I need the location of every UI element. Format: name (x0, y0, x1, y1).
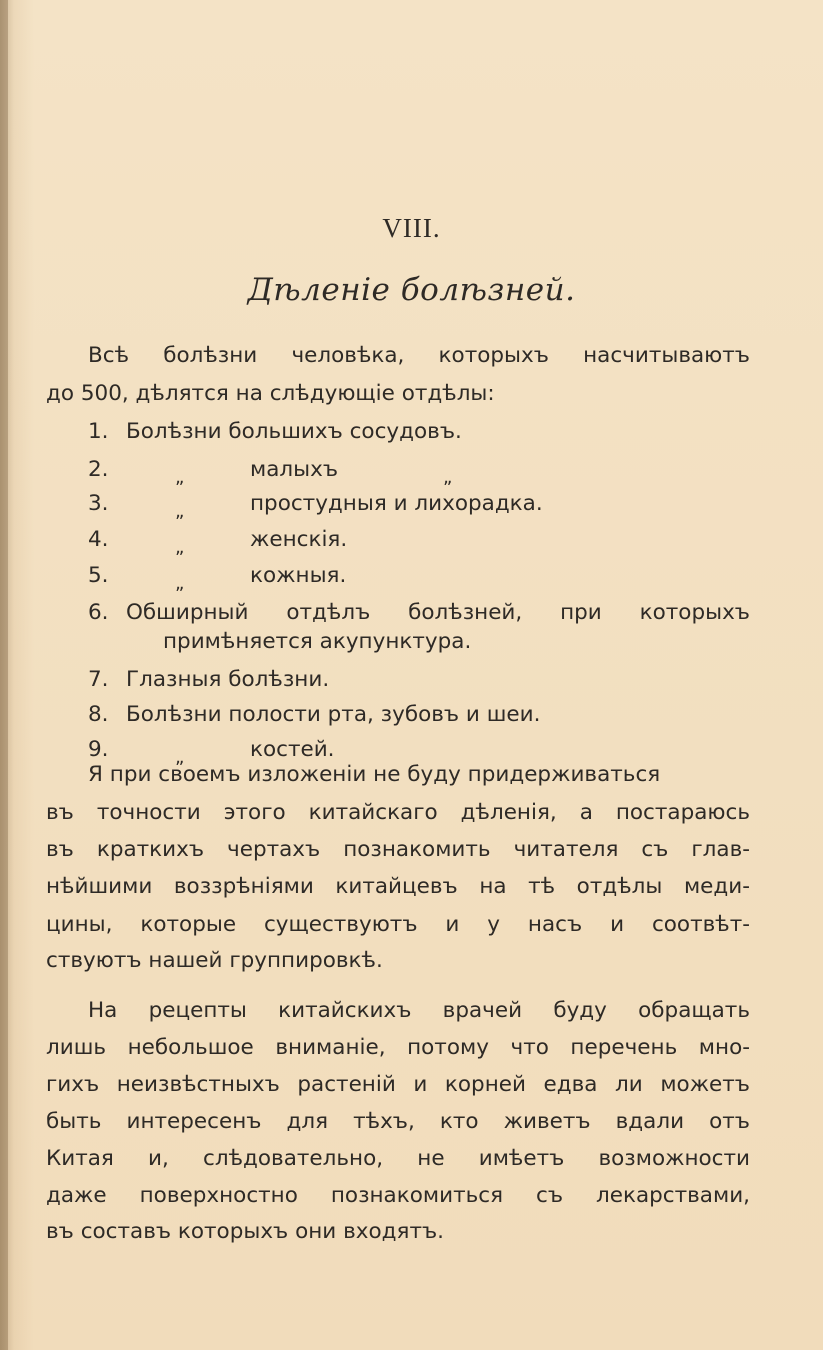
list-item (88, 455, 750, 488)
paragraph-2-line-6: даже поверхностно познакомиться съ лекарствами, (46, 1183, 750, 1208)
list-item-text: Болѣзни полости рта, зубовъ и шеи. (126, 702, 541, 727)
intro-line-1: Всѣ болѣзни человѣка, которыхъ насчитываютъ (88, 343, 750, 368)
list-item (88, 700, 750, 730)
list-item-number: 6. (88, 600, 109, 625)
paragraph-2-line-5: Китая и, слѣдовательно, не имѣетъ возможности (46, 1146, 750, 1171)
ditto-mark-second: „ (443, 467, 453, 488)
paragraph-1-line-2: въ точности этого китайскаго дѣленія, а постараюсь (46, 800, 750, 825)
paragraph-1-line-4: нѣйшими воззрѣніями китайцевъ на тѣ отдѣлы меди- (46, 874, 750, 899)
list-item (88, 598, 750, 628)
paragraph-2-line-7: въ составъ которыхъ они входятъ. (46, 1219, 444, 1244)
list-item-text: Глазныя болѣзни. (126, 667, 330, 692)
ditto-mark: „ (175, 537, 185, 558)
paragraph-1-line-6: ствуютъ нашей группировкѣ. (46, 948, 383, 973)
list-item (88, 489, 750, 522)
list-item (88, 417, 750, 447)
list-item (88, 627, 750, 657)
paragraph-1-line-5: цины, которые существуютъ и у насъ и соотвѣт- (46, 912, 750, 937)
paragraph-2-line-2: лишь небольшое вниманіе, потому что перечень мно- (46, 1035, 750, 1060)
paragraph-2-line-1: На рецепты китайскихъ врачей буду обращать (88, 998, 750, 1023)
paragraph-1-line-1: Я при своемъ изложеніи не буду придерживаться (88, 762, 661, 787)
list-item-number: 3. (88, 491, 109, 516)
ditto-mark: „ (175, 747, 185, 768)
list-item-number: 1. (88, 419, 109, 444)
page-gutter-shadow (0, 0, 8, 1350)
list-item-text: Болѣзни большихъ сосудовъ. (126, 419, 462, 444)
list-item-text: простудныя и лихорадка. (250, 491, 543, 516)
list-item (88, 665, 750, 695)
intro-line-2: до 500, дѣлятся на слѣдующіе отдѣлы: (46, 381, 495, 406)
paragraph-2-line-3: гихъ неизвѣстныхъ растеній и корней едва ли можетъ (46, 1072, 750, 1097)
ditto-mark: „ (175, 573, 185, 594)
list-item (88, 561, 750, 594)
paragraph-2-line-4: быть интересенъ для тѣхъ, кто живетъ вдали отъ (46, 1109, 750, 1134)
ditto-mark: „ (175, 467, 185, 488)
chapter-title: Дѣленіе болѣзней. (247, 272, 576, 308)
ditto-mark: „ (175, 501, 185, 522)
list-item-text: костей. (250, 737, 335, 762)
chapter-number: VIII. (382, 213, 441, 243)
list-item-number: 9. (88, 737, 109, 762)
paragraph-1-line-3: въ краткихъ чертахъ познакомить читателя съ глав- (46, 837, 750, 862)
list-item-text: Обширный отдѣлъ болѣзней, при которыхъ (126, 600, 750, 625)
list-item-number: 2. (88, 457, 109, 482)
list-item-number: 7. (88, 667, 109, 692)
list-item-text: малыхъ (250, 457, 339, 482)
list-item-text: кожныя. (250, 563, 347, 588)
list-item-text: примѣняется акупунктура. (163, 629, 472, 654)
list-item (88, 525, 750, 558)
list-item-text: женскія. (250, 527, 348, 552)
list-item-number: 5. (88, 563, 109, 588)
list-item-number: 8. (88, 702, 109, 727)
list-item-number: 4. (88, 527, 109, 552)
